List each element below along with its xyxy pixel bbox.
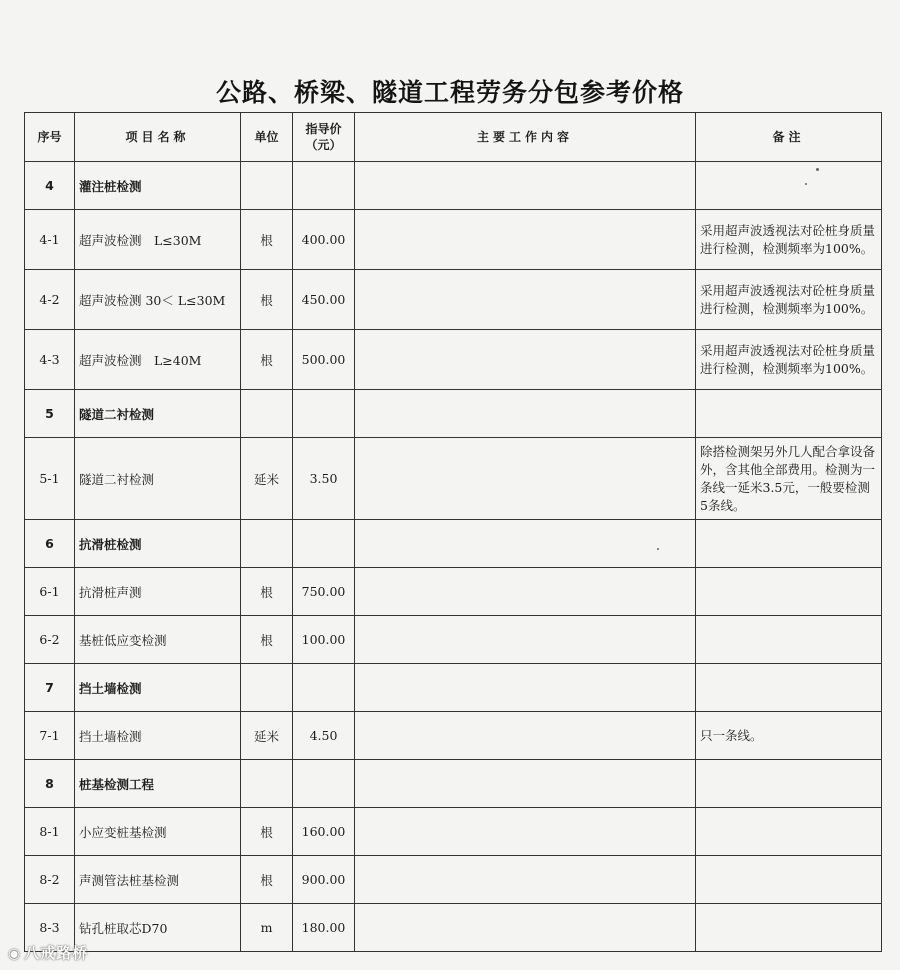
item-content	[355, 162, 696, 210]
price-table	[24, 112, 882, 952]
item-content	[355, 712, 696, 760]
table-row	[25, 808, 882, 856]
item-remark	[696, 856, 882, 904]
item-name: 隧道二衬检测	[75, 390, 241, 438]
item-unit	[241, 162, 293, 210]
item-price	[293, 162, 355, 210]
table-body	[25, 162, 882, 952]
item-price	[293, 520, 355, 568]
item-name: 超声波检测 L≤30M	[75, 210, 241, 270]
item-price: 450.00	[293, 270, 355, 330]
item-name: 抗滑桩声测	[75, 568, 241, 616]
item-price	[293, 390, 355, 438]
item-price: 4.50	[293, 712, 355, 760]
item-content	[355, 616, 696, 664]
item-remark	[696, 520, 882, 568]
section-row	[25, 760, 882, 808]
item-price: 100.00	[293, 616, 355, 664]
table-row	[25, 270, 882, 330]
header-content: 主要工作内容	[355, 113, 696, 162]
item-remark	[696, 808, 882, 856]
row-number: 5	[25, 390, 75, 438]
item-unit	[241, 760, 293, 808]
item-remark	[696, 616, 882, 664]
header-price	[293, 113, 355, 162]
item-unit: 根	[241, 568, 293, 616]
item-unit: 根	[241, 856, 293, 904]
item-content	[355, 520, 696, 568]
item-name: 声测管法桩基检测	[75, 856, 241, 904]
paper-speck	[657, 548, 659, 550]
item-remark: 除搭检测架另外几人配合拿设备外，含其他全部费用。检测为一条线一延米3.5元，一般要检测5条线。	[696, 438, 882, 520]
row-number: 8-2	[25, 856, 75, 904]
item-content	[355, 904, 696, 952]
row-number: 6-2	[25, 616, 75, 664]
item-remark	[696, 760, 882, 808]
item-content	[355, 760, 696, 808]
row-number: 4-3	[25, 330, 75, 390]
item-remark: 采用超声波透视法对砼桩身质量进行检测，检测频率为100%。	[696, 270, 882, 330]
section-row	[25, 520, 882, 568]
table-row	[25, 904, 882, 952]
item-content	[355, 856, 696, 904]
table-row	[25, 568, 882, 616]
item-content	[355, 210, 696, 270]
item-unit: 延米	[241, 712, 293, 760]
header-name: 项目名称	[75, 113, 241, 162]
item-name: 灌注桩检测	[75, 162, 241, 210]
row-number: 6	[25, 520, 75, 568]
row-number: 8-1	[25, 808, 75, 856]
table-row	[25, 856, 882, 904]
header-remark: 备注	[696, 113, 882, 162]
item-remark	[696, 664, 882, 712]
item-unit: 根	[241, 616, 293, 664]
item-price	[293, 664, 355, 712]
section-row	[25, 664, 882, 712]
item-remark: 采用超声波透视法对砼桩身质量进行检测，检测频率为100%。	[696, 330, 882, 390]
item-content	[355, 664, 696, 712]
item-name: 超声波检测 L≥40M	[75, 330, 241, 390]
watermark-text: 八戒路桥	[24, 944, 89, 962]
item-remark: 只一条线。	[696, 712, 882, 760]
item-remark: 采用超声波透视法对砼桩身质量进行检测，检测频率为100%。	[696, 210, 882, 270]
item-unit	[241, 520, 293, 568]
item-price: 180.00	[293, 904, 355, 952]
item-content	[355, 330, 696, 390]
item-name: 小应变桩基检测	[75, 808, 241, 856]
row-number: 4	[25, 162, 75, 210]
item-remark	[696, 390, 882, 438]
item-name: 钻孔桩取芯D70	[75, 904, 241, 952]
row-number: 4-1	[25, 210, 75, 270]
item-name: 挡土墙检测	[75, 664, 241, 712]
item-price: 900.00	[293, 856, 355, 904]
section-row	[25, 162, 882, 210]
item-unit: m	[241, 904, 293, 952]
item-content	[355, 438, 696, 520]
item-price: 160.00	[293, 808, 355, 856]
item-remark	[696, 904, 882, 952]
header-no: 序号	[25, 113, 75, 162]
row-number: 8	[25, 760, 75, 808]
item-name: 桩基检测工程	[75, 760, 241, 808]
item-price	[293, 760, 355, 808]
row-number: 7-1	[25, 712, 75, 760]
item-price: 500.00	[293, 330, 355, 390]
item-name: 隧道二衬检测	[75, 438, 241, 520]
row-number: 7	[25, 664, 75, 712]
item-name: 超声波检测 30＜ L≤30M	[75, 270, 241, 330]
header-unit: 单位	[241, 113, 293, 162]
item-unit: 根	[241, 210, 293, 270]
watermark-logo-icon: ◉	[8, 946, 22, 962]
table-row	[25, 616, 882, 664]
table-header-row	[25, 113, 882, 162]
section-row	[25, 390, 882, 438]
header-price-line2: （元）	[305, 138, 342, 152]
paper-speck	[805, 183, 807, 185]
table-row	[25, 210, 882, 270]
item-unit	[241, 664, 293, 712]
item-unit: 根	[241, 270, 293, 330]
table-row	[25, 330, 882, 390]
item-unit: 根	[241, 330, 293, 390]
watermark	[8, 942, 88, 963]
row-number: 4-2	[25, 270, 75, 330]
item-price: 400.00	[293, 210, 355, 270]
item-unit: 延米	[241, 438, 293, 520]
page-title: 公路、桥梁、隧道工程劳务分包参考价格	[215, 78, 684, 107]
item-name: 抗滑桩检测	[75, 520, 241, 568]
header-price-line1: 指导价	[305, 122, 342, 136]
item-content	[355, 270, 696, 330]
item-name: 挡土墙检测	[75, 712, 241, 760]
item-remark	[696, 568, 882, 616]
paper-speck	[816, 168, 819, 171]
item-content	[355, 568, 696, 616]
table-row	[25, 712, 882, 760]
item-content	[355, 808, 696, 856]
item-price: 3.50	[293, 438, 355, 520]
table-row	[25, 438, 882, 520]
row-number: 5-1	[25, 438, 75, 520]
item-unit: 根	[241, 808, 293, 856]
item-name: 基桩低应变检测	[75, 616, 241, 664]
row-number: 6-1	[25, 568, 75, 616]
row-number: 8-3	[25, 904, 75, 952]
item-remark	[696, 162, 882, 210]
item-content	[355, 390, 696, 438]
item-price: 750.00	[293, 568, 355, 616]
item-unit	[241, 390, 293, 438]
